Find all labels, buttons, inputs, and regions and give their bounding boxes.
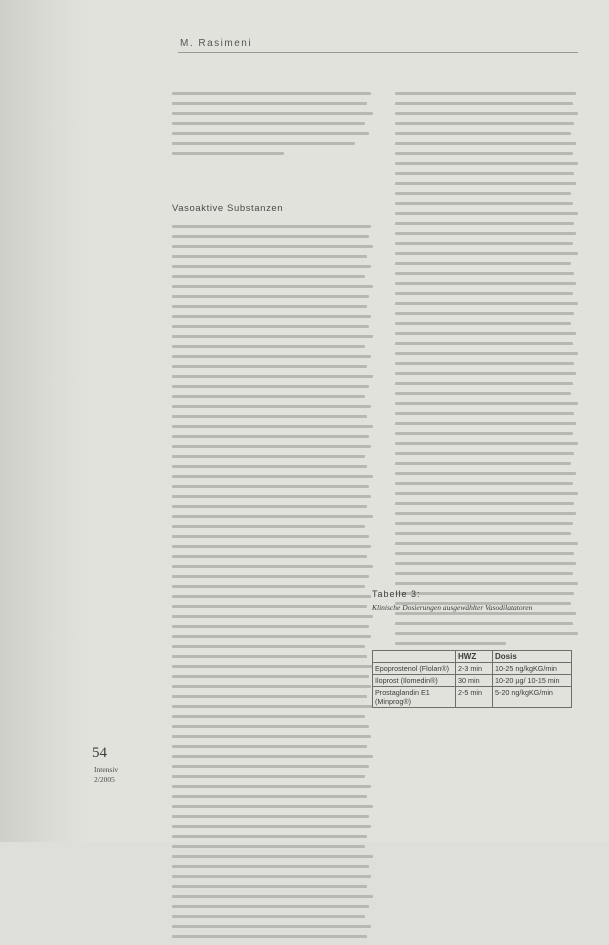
dose-cell: 5-20 ng/kgKG/min (493, 687, 572, 708)
table-header-row (373, 651, 572, 663)
journal-issue: 2/2005 (94, 775, 115, 784)
table-header-cell: HWZ (456, 651, 493, 663)
table-row (373, 675, 572, 687)
dose-cell: 10-25 ng/kgKG/min (493, 663, 572, 675)
journal-info (94, 765, 118, 785)
page-number: 54 (92, 745, 107, 761)
table-caption: Klinische Dosierungen ausgewählter Vasodilatatoren (372, 603, 533, 612)
table-header-cell: Dosis (493, 651, 572, 663)
right-text-column (395, 92, 580, 652)
half-life-cell: 2-3 min (456, 663, 493, 675)
journal-name: Intensiv (94, 765, 119, 774)
binding-shadow (0, 0, 90, 842)
half-life-cell: 30 min (456, 675, 493, 687)
half-life-cell: 2-5 min (456, 687, 493, 708)
table-header-cell (373, 651, 456, 663)
table-label: Tabelle 3: (372, 589, 421, 599)
drug-name-cell: Iloprost (Ilomedin®) (373, 675, 456, 687)
drug-name-cell: Epoprostenol (Flolan®) (373, 663, 456, 675)
dosage-table (372, 650, 572, 708)
section-heading: Vasoaktive Substanzen (172, 203, 284, 214)
left-text-column-body (172, 225, 375, 945)
left-text-column-top (172, 92, 375, 162)
dose-cell: 10-20 µg/ 10-15 min (493, 675, 572, 687)
table-row (373, 663, 572, 675)
drug-name-cell: Prostaglandin E1 (Minprog®) (373, 687, 456, 708)
running-header-author: M. Rasimeni (180, 38, 253, 49)
table-row (373, 687, 572, 708)
header-rule (178, 52, 578, 53)
